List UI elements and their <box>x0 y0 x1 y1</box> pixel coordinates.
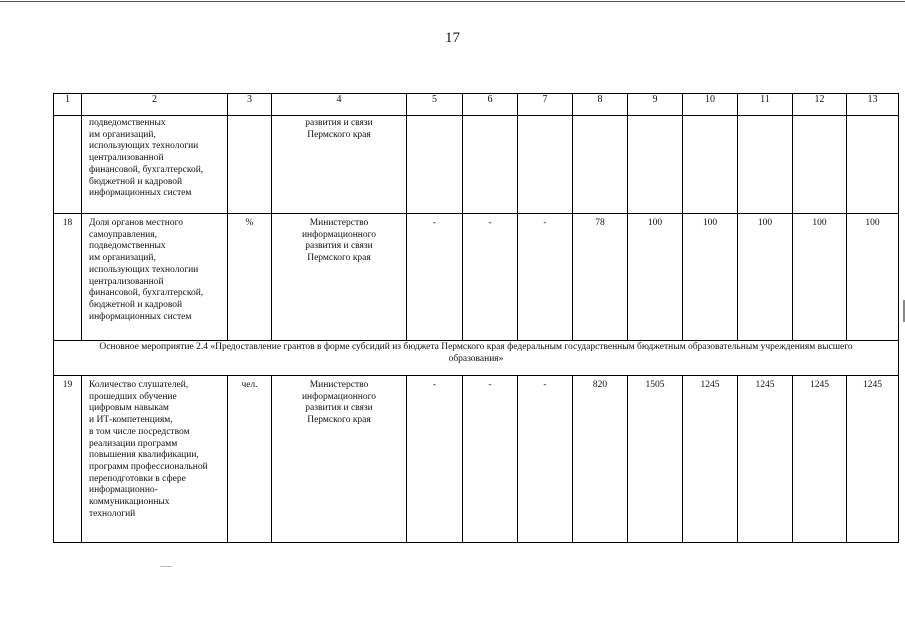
row-number-cell: 19 <box>54 376 82 543</box>
value-cell: 100 <box>793 214 847 341</box>
value-cell <box>518 116 573 214</box>
value-cell: - <box>463 376 518 543</box>
indicator-name-cell: Количество слушателей, прошедших обучение цифровым навыкам и ИТ-компетенциям, в том числе посредством реализации программ повышения квалификации, программ профессиональной переподготовки в сфере информационно- коммуникационных технологий <box>82 376 228 543</box>
column-header: 10 <box>683 94 738 116</box>
table-row-19 <box>54 376 899 543</box>
value-cell <box>407 116 463 214</box>
column-header: 6 <box>463 94 518 116</box>
value-cell <box>793 116 847 214</box>
column-header: 5 <box>407 94 463 116</box>
scan-artifact <box>160 566 172 567</box>
value-cell: 78 <box>573 214 628 341</box>
unit-cell: чел. <box>228 376 272 543</box>
table-row-continuation <box>54 116 899 214</box>
value-cell: 100 <box>738 214 793 341</box>
executor-cell: развития и связи Пермского края <box>272 116 407 214</box>
column-header: 11 <box>738 94 793 116</box>
column-header: 1 <box>54 94 82 116</box>
table-row-18 <box>54 214 899 341</box>
value-cell: 1245 <box>683 376 738 543</box>
column-header: 9 <box>628 94 683 116</box>
column-header: 13 <box>847 94 899 116</box>
column-header: 3 <box>228 94 272 116</box>
value-cell: 1505 <box>628 376 683 543</box>
value-cell: - <box>407 214 463 341</box>
row-number-cell <box>54 116 82 214</box>
value-cell <box>463 116 518 214</box>
unit-cell <box>228 116 272 214</box>
row-number-cell: 18 <box>54 214 82 341</box>
value-cell: 820 <box>573 376 628 543</box>
value-cell <box>683 116 738 214</box>
column-header: 2 <box>82 94 228 116</box>
indicator-name-cell: Доля органов местного самоуправления, подведомственных им организаций, использующих технологии централизованной финансовой, бухгалтерской, бюджетной и кадровой информационных систем <box>82 214 228 341</box>
executor-cell: Министерство информационного развития и связи Пермского края <box>272 214 407 341</box>
value-cell: 1245 <box>738 376 793 543</box>
value-cell: 100 <box>847 214 899 341</box>
value-cell: 1245 <box>847 376 899 543</box>
value-cell: 1245 <box>793 376 847 543</box>
column-header: 8 <box>573 94 628 116</box>
value-cell: 100 <box>628 214 683 341</box>
value-cell: 100 <box>683 214 738 341</box>
value-cell: - <box>463 214 518 341</box>
column-header: 7 <box>518 94 573 116</box>
column-numbers-row <box>54 94 899 116</box>
page-number: 17 <box>445 30 460 46</box>
value-cell <box>738 116 793 214</box>
value-cell <box>628 116 683 214</box>
section-title: Основное мероприятие 2.4 «Предоставление грантов в форме субсидий из бюджета Пермского края федеральным государственным бюджетным образовательным учреждениям высшего образования» <box>54 341 899 376</box>
section-header-row <box>54 341 899 376</box>
column-header: 4 <box>272 94 407 116</box>
indicator-name-cell: подведомственных им организаций, использующих технологии централизованной финансовой, бухгалтерской, бюджетной и кадровой информационных систем <box>82 116 228 214</box>
executor-cell: Министерство информационного развития и связи Пермского края <box>272 376 407 543</box>
value-cell: - <box>518 214 573 341</box>
value-cell: - <box>407 376 463 543</box>
page-top-edge <box>0 1 905 2</box>
value-cell <box>847 116 899 214</box>
unit-cell: % <box>228 214 272 341</box>
value-cell: - <box>518 376 573 543</box>
column-header: 12 <box>793 94 847 116</box>
value-cell <box>573 116 628 214</box>
indicators-table <box>53 93 899 543</box>
